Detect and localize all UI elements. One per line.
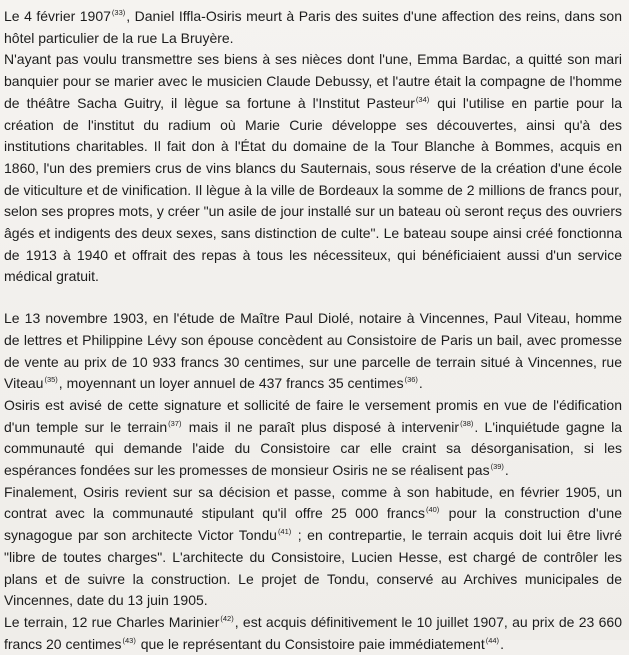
footnote-ref: (40)	[425, 505, 440, 515]
text-run: qui l'utilise en partie pour la création de l'institut du radium où Marie Curie développe ses découvertes, ainsi qu'à des institutions charitables. Il fait don à l'État du domaine de la Tour Blanche à Bommes, acquis en 1860, l'un des premiers crus de vins blancs du Sauternais, sous réserve de la création d'une école de viticulture et de vinification. Il lègue à la ville de Bordeaux la somme de 2 millions de francs pour, selon ses propres mots, y créer "un asile de jour installé sur un bateau où seront reçus des ouvriers âgés et indigents des deux sexes, sans distinction de culte". Le bateau soupe ainsi créé fonctionna de 1913 à 1940 et offrait des repas à tous les nécessiteux, qui bénéficiaient aussi d'un service médical gratuit.	[4, 94, 622, 285]
text-run: mais il ne paraît plus disposé à intervenir	[182, 418, 460, 435]
text-run: Osiris est avisé de cette signature et sollicité de faire le versement promis en vue de l'édification d'un temple sur le terrain	[4, 396, 622, 435]
text-run: ; en contrepartie, le terrain acquis doit lui être livré "libre de toutes charges". L'architecte du Consistoire, Lucien Hesse, est chargé de contrôler les plans et de suivre la construction. Le projet de Tondu, conservé au Archives municipales de Vincennes, date du 13 juin 1905.	[4, 527, 622, 609]
footnote-ref: (38)	[460, 418, 474, 428]
body-text	[4, 6, 622, 655]
text-run: , est acquis définitivement le 10 juillet 1907, au prix de 23 660 francs 20 centimes	[4, 613, 622, 652]
paragraph-gap	[4, 288, 622, 308]
text-run: Le 4 février 1907	[4, 8, 111, 24]
text-run: , moyennant un loyer annuel de 437 francs 35 centimes	[58, 375, 404, 392]
footnote-ref: (39)	[490, 462, 504, 472]
paragraph-bequest	[4, 49, 622, 288]
text-run: .	[418, 375, 423, 392]
text-run: Finalement, Osiris revient sur sa décision et passe, comme à son habitude, en février 1905, un contrat avec la communauté stipulant qu'il offre 25 000 francs	[4, 483, 622, 522]
text-run: pour la construction d'une synagogue par son architecte Victor Tondu	[4, 505, 622, 544]
text-run: , Daniel Iffla-Osiris meurt à Paris des suites d'une affection des reins, dans son hôtel particulier de la rue La Bruyère.	[4, 8, 622, 46]
paragraph-osiris-request	[4, 395, 622, 482]
text-run: .	[500, 635, 504, 652]
footnote-ref: (41)	[277, 527, 292, 537]
footnote-ref: (37)	[168, 418, 182, 428]
footnote-ref: (35)	[44, 375, 58, 385]
footnote-ref: (44)	[485, 635, 500, 645]
text-run: . L'inquiétude gagne la communauté qui demande l'aide du Consistoire car elle craint sa désorganisation, si les espérances fondées sur les promesses de monsieur Osiris ne se réalisent pas	[4, 418, 622, 479]
footnote-ref: (42)	[220, 613, 234, 623]
text-run: N'ayant pas voulu transmettre ses biens à ses nièces dont l'une, Emma Bardac, a quitté son mari banquier pour se marier avec le musicien Claude Debussy, et l'autre était la compagne de l'homme de théâtre Sacha Guitry, il lègue sa fortune à l'Institut Pasteur	[4, 51, 622, 111]
footnote-ref: (34)	[415, 94, 430, 104]
footnote-ref: (33)	[111, 8, 126, 17]
text-run: .	[504, 462, 509, 479]
text-run: Le 13 novembre 1903, en l'étude de Maître Paul Diolé, notaire à Vincennes, Paul Viteau, homme de lettres et Philippine Lévy son épouse concèdent au Consistoire de Paris un bail, avec promesse de vente au prix de 10 933 francs 30 centimes, sur une parcelle de terrain situé à Vincennes, rue Viteau	[4, 310, 622, 392]
paragraph-land-purchase	[4, 612, 622, 655]
footnote-ref: (36)	[404, 375, 418, 385]
text-run: Le terrain, 12 rue Charles Marinier	[4, 613, 220, 630]
paragraph-contract	[4, 482, 622, 612]
paragraph-lease	[4, 308, 622, 395]
footnote-ref: (43)	[122, 635, 136, 645]
paragraph-death	[4, 6, 622, 49]
text-run: que le représentant du Consistoire paie immédiatement	[136, 635, 485, 652]
